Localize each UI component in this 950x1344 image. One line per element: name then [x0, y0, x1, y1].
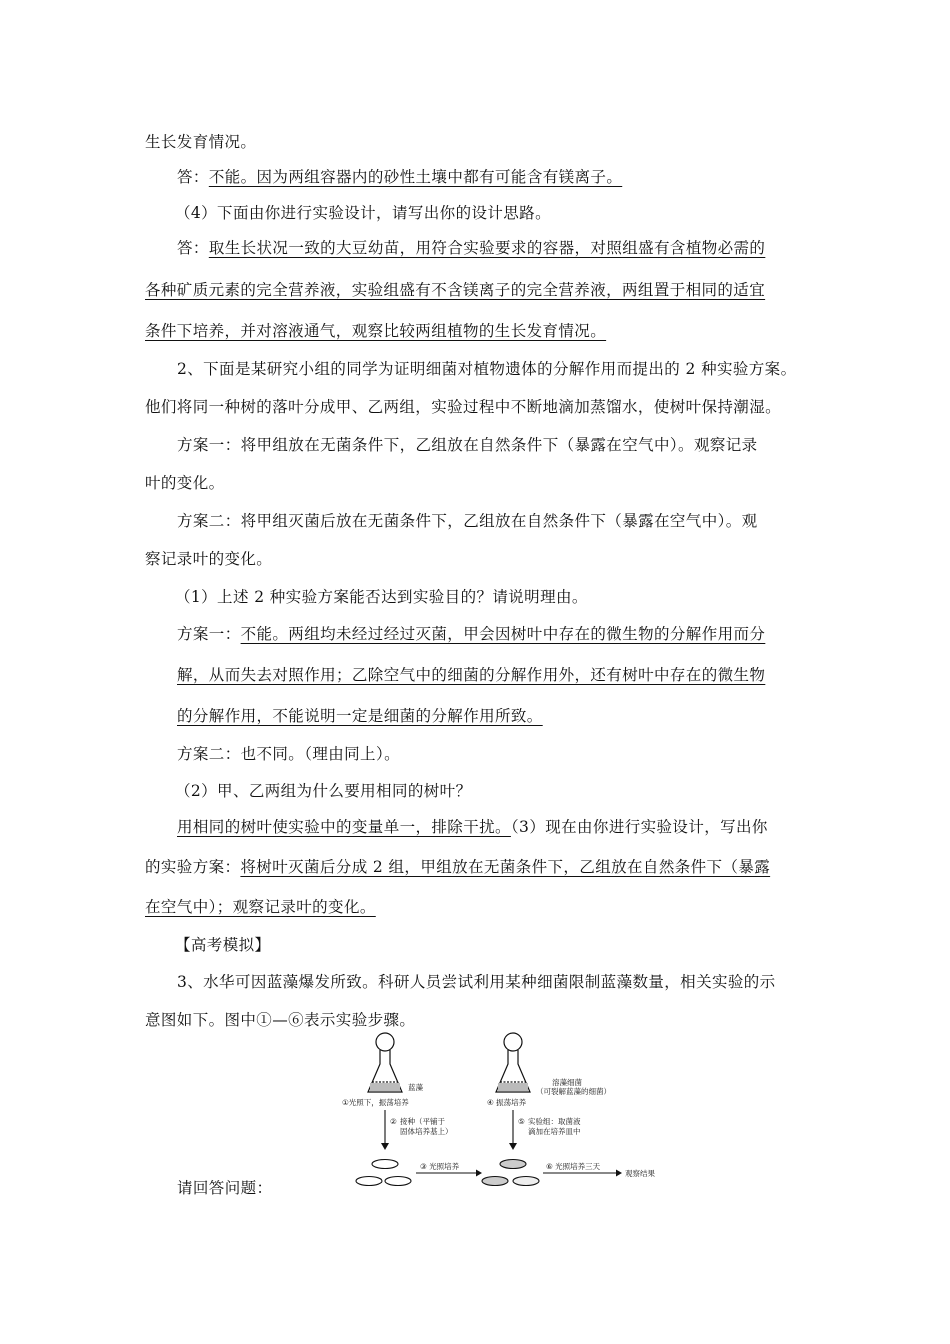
answer-underlined: 条件下培养，并对溶液通气，观察比较两组植物的生长发育情况。 — [145, 322, 607, 340]
step2-label-b: 固体培养基上） — [400, 1127, 453, 1136]
text-line: 方案一：将甲组放在无菌条件下，乙组放在自然条件下（暴露在空气中）。观察记录 — [177, 436, 758, 454]
experiment-diagram — [340, 1030, 670, 1200]
answer-underlined: 各种矿质元素的完全营养液，实验组盛有不含镁离子的完全营养液，两组置于相同的适宜 — [145, 281, 766, 299]
text-line: 的实验方案：将树叶灭菌后分成 2 组，甲组放在无菌条件下，乙组放在自然条件下（暴露 — [145, 858, 771, 876]
flask1-label: 蓝藻 — [408, 1083, 423, 1092]
step5-label-b: 滴加在培养皿中 — [528, 1127, 581, 1136]
text-line: 3、水华可因蓝藻爆发所致。科研人员尝试利用某种细菌限制蓝藻数量，相关实验的示 — [177, 973, 776, 991]
answer-underlined: 不能。两组均未经过经过灭菌，甲会因树叶中存在的微生物的分解作用而分 — [240, 625, 766, 643]
flask-liquid — [370, 1083, 400, 1091]
answer-underlined: 取生长状况一致的大豆幼苗，用符合实验要求的容器，对照组盛有含植物必需的 — [208, 239, 766, 257]
text-line: 2、下面是某研究小组的同学为证明细菌对植物遗体的分解作用而提出的 2 种实验方案。 — [177, 360, 797, 378]
text-line: 方案一：不能。两组均未经过经过灭菌，甲会因树叶中存在的微生物的分解作用而分 — [177, 625, 766, 643]
arrow-head — [616, 1170, 622, 1177]
answer-underlined: 解，从而失去对照作用；乙除空气中的细菌的分解作用外，还有树叶中存在的微生物 — [177, 666, 766, 684]
result-label: 观察结果 — [625, 1169, 655, 1178]
text-line: 答：取生长状况一致的大豆幼苗，用符合实验要求的容器，对照组盛有含植物必需的 — [177, 239, 766, 257]
text-line: 叶的变化。 — [145, 474, 225, 492]
step3-label: ③ 光照培养 — [420, 1162, 460, 1171]
step1-label: ①光照下，振荡培养 — [342, 1098, 409, 1107]
text-line: 生长发育情况。 — [145, 133, 257, 151]
text-line: （1）上述 2 种实验方案能否达到实验目的？请说明理由。 — [175, 588, 588, 606]
text-line — [145, 895, 376, 917]
section-heading: 【高考模拟】 — [175, 936, 271, 954]
answer-underlined: 不能。因为两组容器内的砂性土壤中都有可能含有镁离子。 — [208, 168, 623, 186]
flask2-sublabel: （可裂解蓝藻的细菌） — [536, 1087, 611, 1096]
flask-liquid — [498, 1083, 528, 1091]
text-line: 方案二：也不同。（理由同上）。 — [177, 745, 401, 763]
flask2-label: 溶藻细菌 — [552, 1078, 582, 1087]
text-line — [145, 278, 765, 300]
step2-label-a: 接种（平铺于 — [400, 1117, 445, 1126]
text-line: 用相同的树叶使实验中的变量单一，排除干扰。（3）现在由你进行实验设计，写出你 — [177, 818, 768, 836]
text-line: （2）甲、乙两组为什么要用相同的树叶？ — [175, 782, 472, 800]
answer-underlined: 的分解作用，不能说明一定是细菌的分解作用所致。 — [177, 707, 543, 725]
arrow-head — [509, 1143, 517, 1150]
answer-underlined: 用相同的树叶使实验中的变量单一，排除干扰。 — [177, 818, 511, 836]
text-line: 答：不能。因为两组容器内的砂性土壤中都有可能含有镁离子。 — [177, 168, 623, 186]
petri-dish-icon — [482, 1160, 539, 1186]
text-line — [177, 704, 543, 726]
step2-num: ② — [390, 1117, 397, 1126]
arrow-head — [476, 1170, 482, 1177]
petri-dish-icon — [356, 1160, 411, 1186]
arrow-head — [381, 1143, 389, 1150]
text-line: 请回答问题： — [177, 1179, 273, 1197]
text-line: （4）下面由你进行实验设计，请写出你的设计思路。 — [175, 204, 551, 222]
text-line: 方案二：将甲组灭菌后放在无菌条件下，乙组放在自然条件下（暴露在空气中）。观 — [177, 512, 758, 530]
step4-label: ④ 振荡培养 — [487, 1098, 527, 1107]
answer-underlined: 将树叶灭菌后分成 2 组，甲组放在无菌条件下，乙组放在自然条件下（暴露 — [240, 858, 771, 876]
text-line: 他们将同一种树的落叶分成甲、乙两组，实验过程中不断地滴加蒸馏水，使树叶保持潮湿。 — [145, 398, 782, 416]
text-line — [177, 663, 765, 685]
step5-num: ⑤ — [518, 1117, 525, 1126]
step6-label: ⑥ 光照培养三天 — [546, 1162, 601, 1171]
text-line — [145, 319, 606, 341]
text-line: 意图如下。图中①—⑥表示实验步骤。 — [145, 1011, 416, 1029]
text-line: 察记录叶的变化。 — [145, 550, 273, 568]
step5-label-a: 实验组：取菌液 — [528, 1117, 581, 1126]
answer-underlined: 在空气中）；观察记录叶的变化。 — [145, 898, 376, 916]
